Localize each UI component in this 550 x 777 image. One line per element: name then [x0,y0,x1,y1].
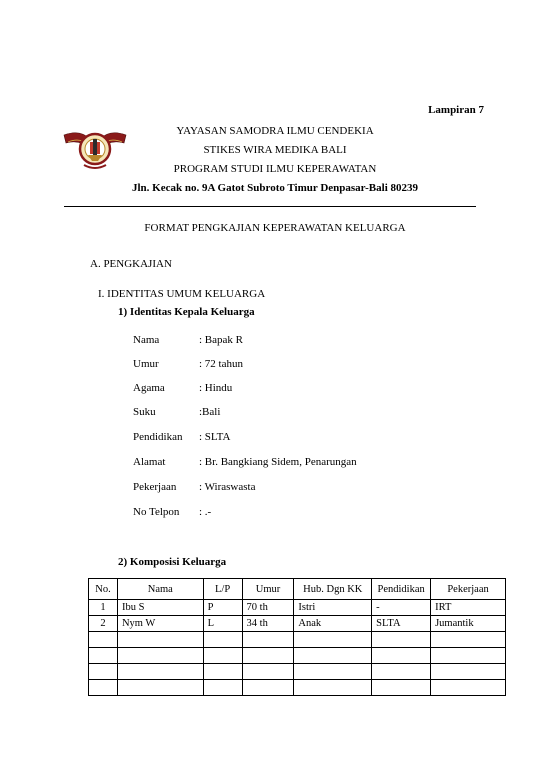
column-header: Nama [117,579,203,600]
table-row [89,664,506,680]
identity-value: : Br. Bangkiang Sidem, Penarungan [199,456,357,468]
table-row [89,648,506,664]
table-cell: 1 [89,600,118,616]
identity-value: :Bali [199,406,221,418]
header-line-school: STIKES WIRA MEDIKA BALI [203,144,347,156]
identity-label: Nama [133,334,160,346]
table-cell [89,680,118,696]
family-composition-table [88,578,506,696]
identity-value: : .- [199,506,212,518]
table-cell [294,664,372,680]
section-a-heading: A. PENGKAJIAN [90,258,172,270]
table-cell: L [203,616,242,632]
table-cell [89,664,118,680]
table-header-row [89,579,506,600]
identity-label: Pendidikan [133,431,183,443]
table-cell: P [203,600,242,616]
header-line-foundation: YAYASAN SAMODRA ILMU CENDEKIA [176,125,374,137]
table-row [89,600,506,616]
table-cell [203,648,242,664]
identity-label: Alamat [133,456,166,468]
subsection-composition-heading: 2) Komposisi Keluarga [118,556,227,568]
table-cell [203,680,242,696]
table-cell [117,680,203,696]
identity-label: Agama [133,382,165,394]
table-cell [294,648,372,664]
table-cell [431,648,506,664]
header-address: Jln. Kecak no. 9A Gatot Subroto Timur Denpasar-Bali 80239 [131,182,419,194]
lampiran-label: Lampiran 7 [428,104,484,116]
table-cell [372,632,431,648]
table-cell [431,664,506,680]
table-cell: 70 th [242,600,294,616]
subsection-identity-heading: 1) Identitas Kepala Keluarga [118,306,255,318]
document-title: FORMAT PENGKAJIAN KEPERAWATAN KELUARGA [144,222,406,234]
table-cell: 34 th [242,616,294,632]
table-cell [372,664,431,680]
table-cell: SLTA [372,616,431,632]
identity-value: : SLTA [199,431,231,443]
identity-value: : Bapak R [199,334,243,346]
table-cell [117,632,203,648]
identity-label: No Telpon [133,506,180,518]
identity-value: : Hindu [199,382,233,394]
header-line-program: PROGRAM STUDI ILMU KEPERAWATAN [173,163,377,175]
table-cell [242,664,294,680]
column-header: Hub. Dgn KK [294,579,372,600]
table-cell [242,648,294,664]
table-cell [203,632,242,648]
table-cell [431,680,506,696]
table-row [89,616,506,632]
table-cell [203,664,242,680]
table-cell [372,680,431,696]
column-header: Umur [242,579,294,600]
table-cell: Nym W [117,616,203,632]
identity-label: Suku [133,406,156,418]
header-divider [64,206,476,207]
section-i-heading: I. IDENTITAS UMUM KELUARGA [98,288,266,300]
table-cell [372,648,431,664]
column-header: Pendidikan [372,579,431,600]
identity-value: : 72 tahun [199,358,243,370]
table-row [89,632,506,648]
table-cell [242,680,294,696]
table-cell [89,632,118,648]
table-cell [431,632,506,648]
table-cell [117,664,203,680]
table-cell: 2 [89,616,118,632]
table-cell [294,632,372,648]
table-cell: Jumantik [431,616,506,632]
table-cell [294,680,372,696]
table-cell: Istri [294,600,372,616]
table-cell [89,648,118,664]
column-header: Pekerjaan [431,579,506,600]
table-cell [242,632,294,648]
table-row [89,680,506,696]
table-cell: Anak [294,616,372,632]
identity-label: Umur [133,358,159,370]
identity-value: : Wiraswasta [199,481,256,493]
column-header: L/P [203,579,242,600]
table-cell [117,648,203,664]
table-cell: - [372,600,431,616]
column-header: No. [89,579,118,600]
table-cell: Ibu S [117,600,203,616]
table-cell: IRT [431,600,506,616]
identity-label: Pekerjaan [133,481,177,493]
